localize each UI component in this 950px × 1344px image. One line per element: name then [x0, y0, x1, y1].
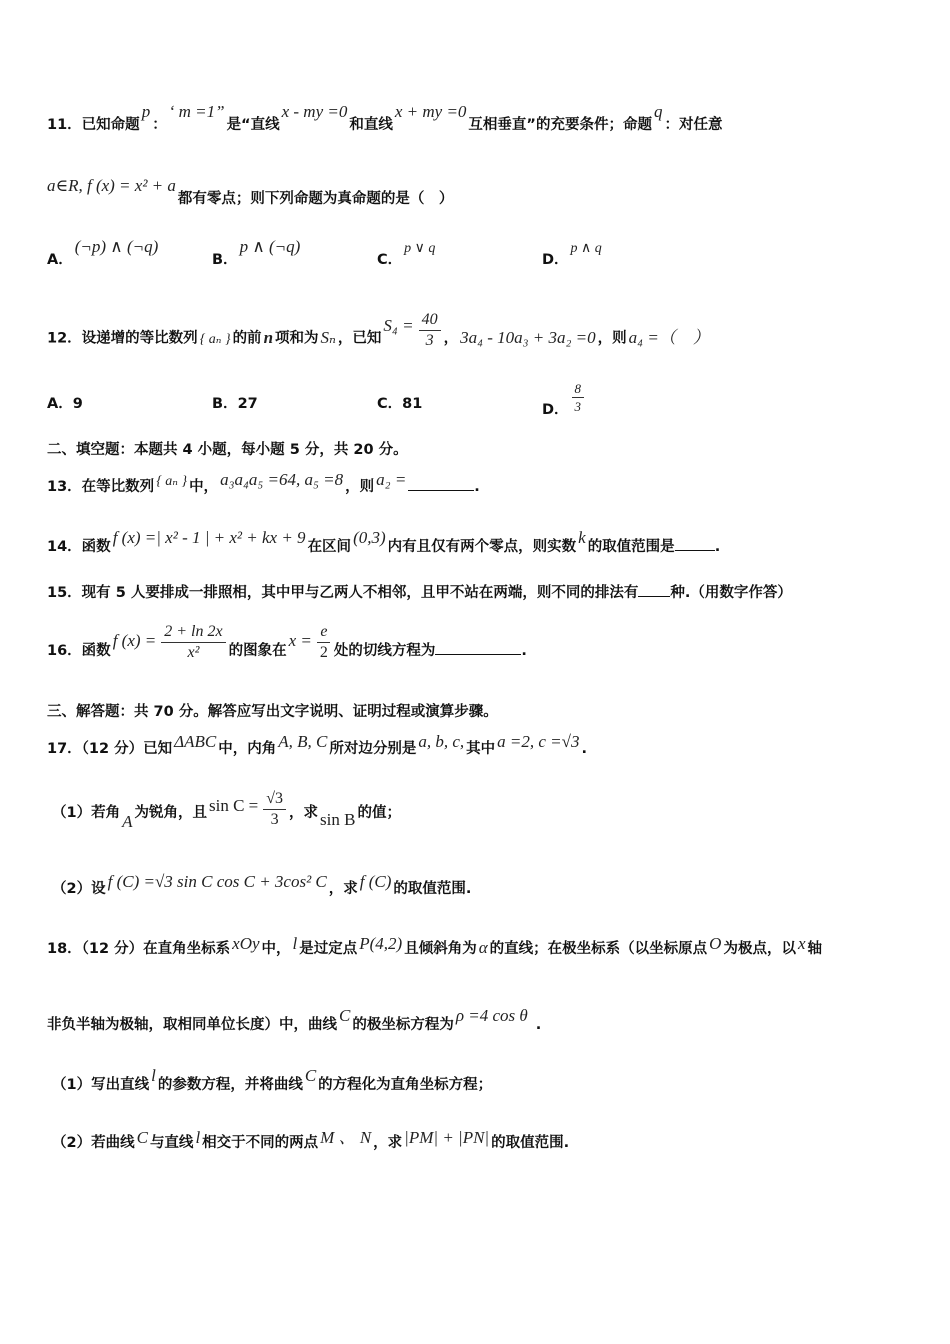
text: 是过定点: [299, 941, 358, 957]
text: 都有零点；则下列命题为真命题的是（ ）: [177, 191, 454, 207]
math-sequence: { aₙ }: [156, 474, 188, 489]
question-17-part-2: [52, 872, 472, 899]
question-18-part-1: [52, 1066, 493, 1095]
text: ，则: [345, 479, 375, 495]
text: 所对边分别是: [329, 741, 417, 757]
fraction-option: [572, 380, 585, 415]
question-number: 11．已知命题: [47, 117, 140, 133]
text: 的极坐标方程为: [352, 1017, 454, 1033]
text: 相交于不同的两点: [202, 1135, 319, 1151]
math-c: C: [339, 1006, 351, 1025]
math-triangle: ΔABC: [174, 732, 217, 751]
text: 非负半轴为极轴，取相同单位长度）中，曲线: [47, 1017, 337, 1033]
math-a4: a₄ =（ ）: [628, 327, 710, 347]
text: 的取值范围.: [491, 1135, 570, 1151]
text: 处的切线方程为: [333, 643, 436, 659]
option-math: (¬p) ∧ (¬q): [74, 237, 159, 256]
option-label: A．: [47, 252, 73, 268]
option-label: B．: [212, 252, 238, 268]
option-a[interactable]: [47, 392, 83, 413]
fraction-x: [317, 622, 331, 663]
text: 的直线；在极坐标系（以坐标原点: [489, 941, 708, 957]
question-18-line-2: [47, 1006, 542, 1035]
period: .: [581, 741, 587, 757]
option-a[interactable]: [47, 237, 160, 269]
question-17-line: [47, 732, 587, 759]
math-c: C: [136, 1128, 148, 1147]
fraction-function: [161, 622, 225, 663]
period: .: [535, 1017, 542, 1033]
math-function: f (x) =| x² - 1 | + x² + kx + 9: [112, 528, 306, 547]
numerator: √3: [263, 789, 286, 810]
text: ，求: [373, 1135, 403, 1151]
question-number: 18．（12 分）在直角坐标系: [47, 941, 231, 957]
text: 其中: [466, 741, 496, 757]
part-label: （1）若角: [52, 805, 121, 821]
math-interval: (0,3): [353, 528, 386, 547]
question-12-line: [47, 311, 712, 359]
option-value: 9: [72, 396, 83, 412]
math-equation: 3a₄ - 10a₃ + 3a₂ =0: [460, 327, 596, 347]
period: .: [521, 643, 527, 659]
text: 内有且仅有两个零点，则实数: [387, 539, 577, 555]
option-value: 27: [237, 396, 258, 412]
option-math: p ∨ q: [404, 241, 436, 256]
text: ，已知: [337, 330, 382, 347]
text: 的参数方程，并将曲线: [157, 1077, 303, 1093]
question-16-line: [47, 618, 527, 665]
question-number: 16．函数: [47, 643, 111, 659]
numerator: 2 + ln 2x: [161, 622, 225, 643]
question-text: 15．现有 5 人要排成一排照相，其中甲与乙两人不相邻，且甲不站在两端，则不同的排法有: [47, 585, 639, 601]
section-heading-fill-in: 二、填空题：本题共 4 小题，每小题 5 分，共 20 分。: [47, 442, 408, 458]
math-a2: a₂ =: [376, 470, 407, 489]
text: 的取值范围.: [393, 881, 472, 897]
math-sides: a, b, c,: [418, 732, 465, 751]
math-l: l: [292, 934, 298, 953]
math-o: O: [709, 934, 722, 953]
text: 种.（用数字作答）: [670, 585, 792, 601]
math-s4: S₄ =: [383, 315, 414, 335]
text: 的图象在: [228, 643, 287, 659]
math-n: n: [263, 327, 274, 347]
math-points-mn: M 、 N: [320, 1128, 372, 1147]
math-a: A: [122, 812, 133, 831]
math-condition: ‘ m =1”: [168, 102, 225, 121]
text: 轴: [807, 941, 822, 957]
period: .: [714, 539, 721, 555]
option-b[interactable]: [212, 237, 302, 269]
math-sin-c: sin C =: [208, 796, 259, 815]
math-x: x: [797, 934, 806, 953]
option-label: B．: [212, 396, 238, 412]
part-label: （2）若曲线: [52, 1135, 135, 1151]
question-15-line: [47, 582, 792, 603]
numerator: 40: [419, 310, 441, 331]
answer-blank[interactable]: [675, 536, 715, 551]
fraction-s4: [419, 310, 441, 351]
text: 的前: [232, 330, 262, 347]
math-fc: f (C): [359, 872, 392, 891]
math-sequence: { aₙ }: [199, 331, 231, 347]
question-18-line-1: [47, 934, 822, 959]
option-label: A．: [47, 396, 73, 412]
denominator: x²: [187, 643, 200, 661]
denominator: 3: [270, 810, 279, 828]
text: ，求: [328, 881, 358, 897]
text: ：对任意: [664, 117, 723, 133]
math-line-2: x + my =0: [394, 102, 467, 121]
option-c[interactable]: [377, 392, 422, 413]
text: 中，: [261, 941, 291, 957]
math-sn: Sₙ: [320, 327, 336, 347]
text: 与直线: [149, 1135, 194, 1151]
math-q: q: [653, 102, 663, 121]
question-11-line-1: [47, 102, 723, 135]
text: 的值；: [357, 805, 401, 821]
question-11-line-2: [47, 176, 454, 209]
option-math: p ∧ q: [570, 241, 602, 256]
section-heading-solutions: 三、解答题：共 70 分。解答应写出文字说明、证明过程或演算步骤。: [47, 704, 498, 720]
numerator: e: [317, 622, 330, 643]
text: 是“直线: [226, 117, 280, 133]
option-d[interactable]: [542, 380, 587, 418]
question-18-part-2: [52, 1128, 570, 1153]
text: 和直线: [349, 117, 393, 133]
option-label: D．: [542, 401, 569, 418]
math-k: k: [578, 528, 586, 547]
period: .: [474, 479, 480, 495]
math-alpha: α: [478, 938, 488, 957]
denominator: 3: [425, 332, 434, 349]
math-c: C: [304, 1066, 317, 1085]
question-number: 12．设递增的等比数列: [47, 330, 198, 347]
text: 项和为: [275, 330, 319, 347]
math-line-1: x - my =0: [281, 102, 348, 121]
question-17-part-1: [52, 786, 401, 839]
text: 互相垂直”的充要条件；命题: [468, 117, 652, 133]
question-14-line: [47, 528, 721, 557]
option-value: 81: [402, 396, 423, 412]
part-label: （1）写出直线: [52, 1077, 150, 1093]
math-function: a∈R, f (x) = x² + a: [47, 176, 176, 195]
text: 为极点，以: [723, 941, 796, 957]
math-sin-b: sin B: [320, 810, 356, 829]
math-p: p: [141, 102, 151, 121]
option-label: D．: [542, 252, 569, 268]
question-number: 14．函数: [47, 539, 111, 555]
math-x: x =: [288, 631, 312, 650]
question-number: 17．（12 分）已知: [47, 741, 173, 757]
question-13-line: [47, 470, 480, 498]
text: 的方程化为直角坐标方程；: [318, 1077, 493, 1093]
fraction-sin-c: [263, 789, 286, 830]
denominator: 3: [574, 399, 582, 414]
answer-blank[interactable]: [435, 640, 521, 655]
math-condition: a₃a₄a₅ =64, a₅ =8: [220, 470, 344, 489]
text: 在区间: [307, 539, 352, 555]
math-point-p: P(4,2): [359, 934, 403, 953]
math-l: l: [151, 1066, 156, 1085]
math-condition: a =2, c =√3: [497, 732, 580, 751]
text: 的取值范围是: [587, 539, 675, 555]
answer-blank[interactable]: [638, 582, 670, 597]
part-label: （2）设: [52, 881, 106, 897]
text: ，: [443, 330, 459, 347]
text: 中，: [189, 479, 219, 495]
option-d[interactable]: [542, 241, 604, 269]
option-label: C．: [377, 396, 403, 412]
text: ，则: [597, 330, 627, 347]
math-function: f (x) =: [112, 631, 157, 650]
option-c[interactable]: [377, 241, 437, 269]
math-polar-equation: ρ =4 cos θ: [455, 1006, 528, 1025]
option-math: p ∧ (¬q): [239, 237, 301, 256]
question-number: 13．在等比数列: [47, 479, 155, 495]
math-angles: A, B, C: [278, 732, 328, 751]
colon: ：: [152, 117, 167, 133]
math-distance-sum: |PM| + |PN|: [404, 1128, 490, 1147]
option-b[interactable]: [212, 392, 258, 413]
text: 为锐角，且: [134, 805, 207, 821]
math-function: f (C) =√3 sin C cos C + 3cos² C: [107, 872, 327, 891]
text: 且倾斜角为: [404, 941, 477, 957]
math-l: l: [195, 1128, 201, 1147]
math-xoy: xOy: [232, 934, 260, 953]
answer-blank[interactable]: [408, 476, 474, 491]
text: ，求: [289, 805, 319, 821]
option-label: C．: [377, 252, 403, 268]
denominator: 2: [319, 643, 328, 661]
numerator: 8: [572, 380, 585, 398]
text: 中，内角: [218, 741, 277, 757]
